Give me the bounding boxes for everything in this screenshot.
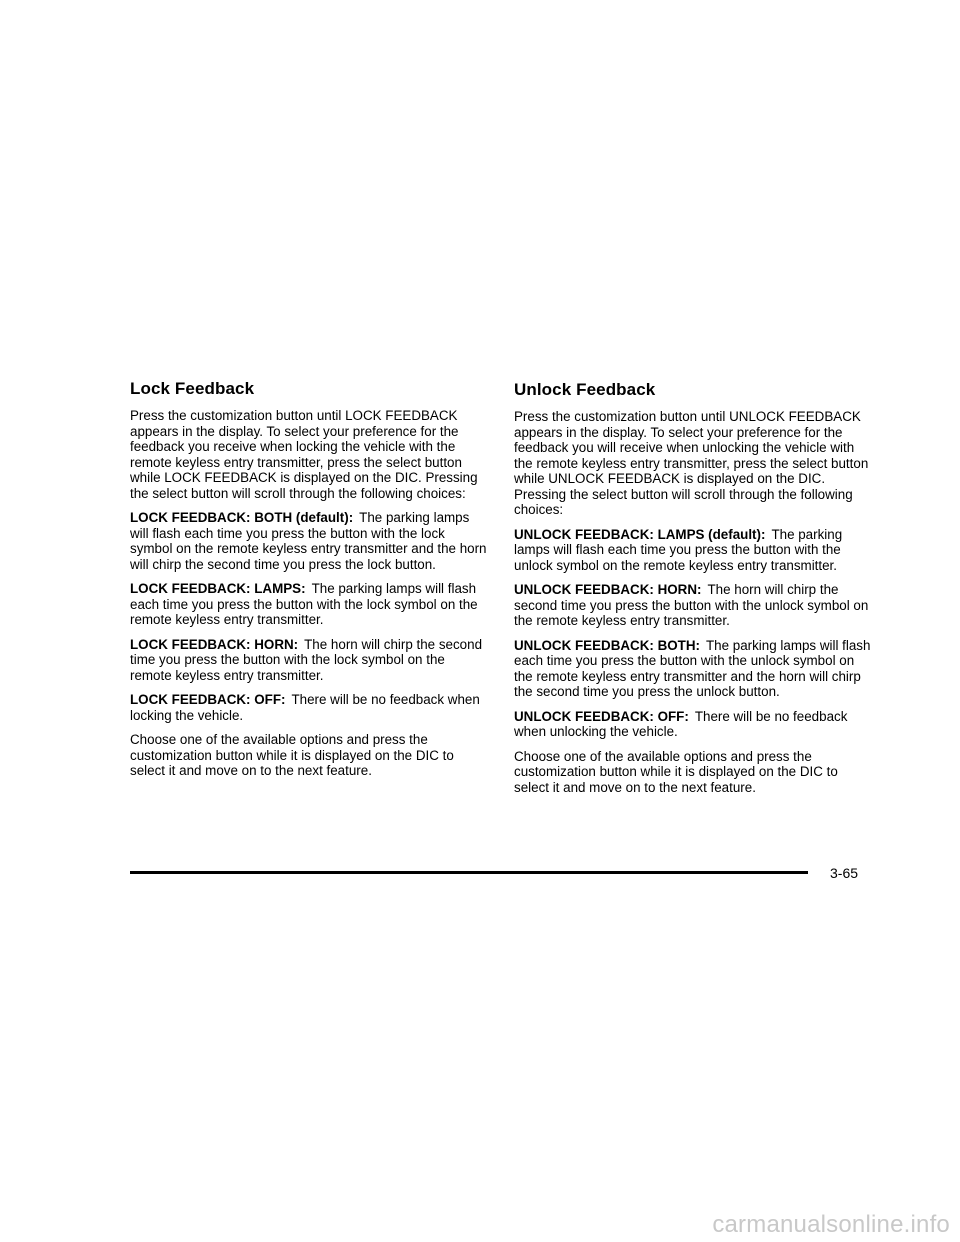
option-paragraph [130, 637, 490, 684]
option-term: UNLOCK FEEDBACK: LAMPS (default): [514, 526, 766, 542]
option-paragraph [130, 692, 490, 723]
option-term: UNLOCK FEEDBACK: BOTH: [514, 637, 700, 653]
option-term: UNLOCK FEEDBACK: OFF: [514, 708, 689, 724]
section-intro: Press the customization button until UNLOCK FEEDBACK appears in the display. To select your preference for the feedback you will receive when unlocking the vehicle with the remote keyless entry transmitter, press the select button while UNLOCK FEEDBACK is displayed on the DIC. Pressing the select button will scroll through the following choices: [514, 409, 869, 517]
option-term: UNLOCK FEEDBACK: HORN: [514, 582, 702, 597]
option-text: The parking lamps will flash each time you press the button with the unlock symbol on the remote keyless entry transmitter and the horn will chirp the second time you press the unlock button. [514, 637, 871, 699]
option-paragraph [514, 638, 874, 700]
option-paragraph [514, 582, 874, 629]
option-paragraph [514, 527, 874, 574]
option-term: LOCK FEEDBACK: OFF: [130, 692, 286, 707]
option-paragraph [130, 581, 490, 628]
section-closing: Choose one of the available options and press the customization button while it is displayed on the DIC to select it and move on to the next feature. [130, 732, 454, 778]
section-heading: Unlock Feedback [514, 380, 656, 399]
footer-rule [130, 871, 808, 874]
lock-feedback-section [130, 378, 490, 788]
option-text: The parking lamps will flash each time you press the button with the unlock symbol on the remote keyless entry transmitter. [514, 526, 843, 573]
option-text: There will be no feedback when unlocking the vehicle. [514, 708, 848, 739]
section-heading: Lock Feedback [130, 379, 255, 398]
option-text: The parking lamps will flash each time you press the button with the lock symbol on the remote keyless entry transmitter and the horn will chirp the second time you press the lock button. [130, 510, 487, 572]
option-term: LOCK FEEDBACK: BOTH (default): [130, 510, 354, 525]
option-paragraph [514, 709, 874, 740]
option-term: LOCK FEEDBACK: LAMPS: [130, 581, 306, 596]
option-term: LOCK FEEDBACK: HORN: [130, 636, 299, 652]
option-text: The parking lamps will flash each time you press the button with the lock symbol on the remote keyless entry transmitter. [130, 581, 478, 627]
option-text: The horn will chirp the second time you press the button with the unlock symbol on the remote keyless entry transmitter. [514, 582, 869, 628]
unlock-feedback-section [514, 378, 874, 804]
option-text: The horn will chirp the second time you press the button with the lock symbol on the remote keyless entry transmitter. [130, 636, 483, 683]
option-paragraph [130, 510, 490, 572]
section-closing: Choose one of the available options and press the customization button while it is displayed on the DIC to select it and move on to the next feature. [514, 748, 838, 795]
page-number: 3-65 [830, 865, 859, 881]
option-text: There will be no feedback when locking the vehicle. [130, 692, 480, 723]
section-intro: Press the customization button until LOCK FEEDBACK appears in the display. To select your preference for the feedback you receive when locking the vehicle with the remote keyless entry transmitter, press the select button while LOCK FEEDBACK is displayed on the DIC. Pressing the select button will scroll through the following choices: [130, 408, 478, 501]
watermark-text: carmanualsonline.info [712, 1211, 950, 1238]
